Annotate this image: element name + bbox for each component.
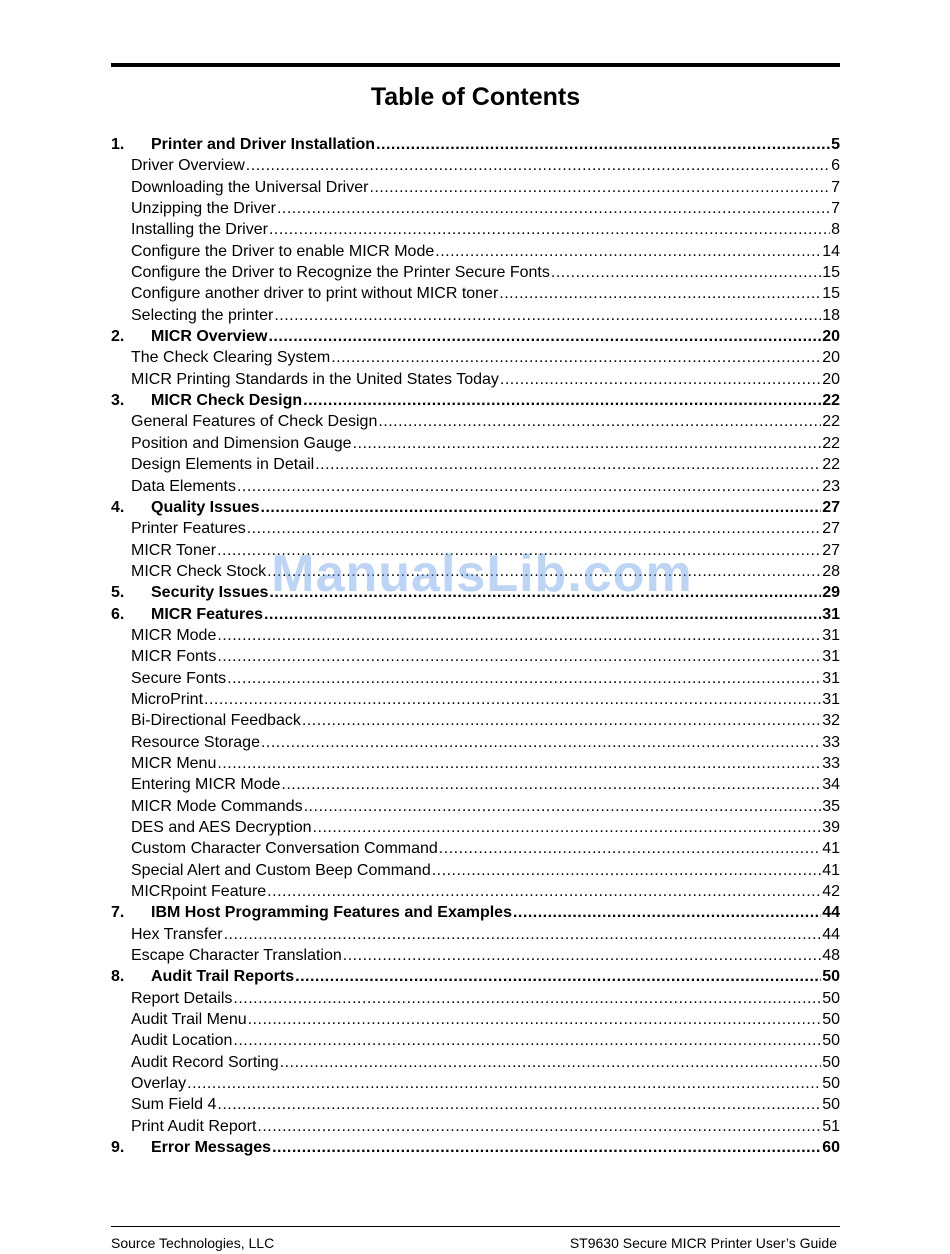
toc-chapter-entry[interactable] <box>111 902 840 923</box>
toc-section-entry[interactable] <box>111 155 840 176</box>
toc-dot-leader <box>217 625 821 646</box>
toc-page-number: 35 <box>822 797 840 815</box>
toc-page-number: 20 <box>822 349 840 367</box>
toc-entry-label: Custom Character Conversation Command <box>131 840 438 858</box>
toc-section-entry[interactable] <box>111 1030 840 1051</box>
toc-chapter-entry[interactable] <box>111 966 840 987</box>
toc-entry-label: Printer and Driver Installation <box>151 136 376 153</box>
toc-dot-leader <box>500 369 821 390</box>
toc-chapter-entry[interactable] <box>111 1137 840 1158</box>
toc-dot-leader <box>303 390 821 411</box>
toc-entry-label: MICR Mode <box>131 626 217 644</box>
toc-dot-leader <box>217 540 821 561</box>
toc-entry-label: The Check Clearing System <box>131 349 331 367</box>
toc-entry-label: IBM Host Programming Features and Examples <box>151 904 512 922</box>
toc-entry-label: General Features of Check Design <box>131 413 378 431</box>
toc-entry-label: Secure Fonts <box>131 669 227 687</box>
toc-entry-label: Security Issues <box>151 584 269 602</box>
toc-section-entry[interactable] <box>111 369 840 390</box>
toc-dot-leader <box>302 710 821 731</box>
toc-dot-leader <box>267 561 821 582</box>
toc-dot-leader <box>313 817 822 838</box>
toc-entry-label: DES and AES Decryption <box>131 819 312 836</box>
toc-dot-leader <box>261 732 821 753</box>
toc-entry-label: Design Elements in Detail <box>131 456 315 474</box>
toc-dot-leader <box>187 1073 821 1094</box>
toc-section-entry[interactable] <box>111 177 840 198</box>
footer-document-title: ST9630 Secure MICR Printer User’s Guide <box>569 1235 837 1251</box>
toc-chapter-entry[interactable] <box>111 604 840 625</box>
toc-entry-label: Audit Record Sorting <box>131 1053 279 1071</box>
toc-chapter-entry[interactable] <box>111 582 840 603</box>
toc-page-number: 42 <box>822 883 840 901</box>
toc-dot-leader <box>439 838 821 859</box>
toc-dot-leader <box>267 881 821 902</box>
toc-page-number: 8 <box>831 221 840 239</box>
toc-page-number: 32 <box>822 712 840 730</box>
toc-entry-label: Resource Storage <box>131 733 260 751</box>
toc-dot-leader <box>264 604 821 625</box>
toc-page-number: 7 <box>831 200 840 218</box>
toc-page-number: 31 <box>822 669 840 687</box>
toc-entry-label: Bi-Directional Feedback <box>131 712 301 730</box>
toc-section-entry[interactable] <box>111 347 840 368</box>
toc-section-entry[interactable] <box>111 561 840 582</box>
toc-page-number: 60 <box>822 1139 840 1157</box>
toc-dot-leader <box>331 347 821 368</box>
toc-entry-label: Audit Trail Menu <box>131 1011 247 1029</box>
toc-dot-leader <box>280 1052 822 1073</box>
toc-page-number: 50 <box>822 989 840 1007</box>
toc-dot-leader <box>247 518 821 539</box>
toc-dot-leader <box>233 988 821 1009</box>
toc-entry-label: Audit Trail Reports <box>151 968 295 986</box>
toc-chapter-number: 3. <box>111 392 125 410</box>
toc-dot-leader <box>227 668 821 689</box>
toc-dot-leader <box>315 454 821 475</box>
toc-page-number: 31 <box>822 605 840 623</box>
toc-page-number: 51 <box>822 1117 840 1135</box>
toc-dot-leader <box>248 1009 822 1030</box>
toc-page-number: 14 <box>822 242 840 260</box>
toc-section-entry[interactable] <box>111 924 840 945</box>
toc-section-entry[interactable] <box>111 454 840 475</box>
toc-section-entry[interactable] <box>111 540 840 561</box>
toc-section-entry[interactable] <box>111 1009 840 1030</box>
toc-section-entry[interactable] <box>111 518 840 539</box>
toc-entry-label: Data Elements <box>131 477 236 495</box>
toc-chapter-number: 1. <box>111 136 125 153</box>
toc-page-number: 33 <box>822 733 840 751</box>
toc-page-number: 22 <box>822 413 840 431</box>
toc-chapter-entry[interactable] <box>111 134 840 155</box>
toc-dot-leader <box>237 476 821 497</box>
toc-page-number: 33 <box>822 754 840 772</box>
toc-dot-leader <box>246 155 830 176</box>
toc-page-number: 50 <box>822 1011 840 1029</box>
toc-dot-leader <box>343 945 821 966</box>
toc-page-number: 20 <box>822 370 840 388</box>
toc-section-entry[interactable] <box>111 860 840 881</box>
toc-section-entry[interactable] <box>111 411 840 432</box>
toc-chapter-entry[interactable] <box>111 390 840 411</box>
toc-section-entry[interactable] <box>111 433 840 454</box>
toc-dot-leader <box>204 689 821 710</box>
toc-dot-leader <box>513 902 821 923</box>
footer-publisher: Source Technologies, LLC <box>111 1235 275 1251</box>
toc-page-number: 50 <box>822 968 840 986</box>
toc-chapter-number: 9. <box>111 1139 125 1157</box>
toc-chapter-number: 2. <box>111 328 125 346</box>
toc-section-entry[interactable] <box>111 646 840 667</box>
toc-page-number: 20 <box>822 328 840 346</box>
toc-dot-leader <box>269 219 830 240</box>
toc-dot-leader <box>281 774 821 795</box>
toc-section-entry[interactable] <box>111 817 840 838</box>
toc-entry-label: Entering MICR Mode <box>131 776 281 794</box>
toc-section-entry[interactable] <box>111 219 840 240</box>
toc-page-number: 27 <box>822 541 840 559</box>
toc-dot-leader <box>277 198 830 219</box>
toc-chapter-number: 8. <box>111 968 125 986</box>
toc-chapter-entry[interactable] <box>111 326 840 347</box>
toc-section-entry[interactable] <box>111 753 840 774</box>
toc-dot-leader <box>499 283 821 304</box>
toc-entry-label: MicroPrint <box>131 690 204 708</box>
toc-chapter-number: 7. <box>111 904 125 922</box>
toc-dot-leader <box>378 411 821 432</box>
toc-page-number: 29 <box>822 584 840 602</box>
toc-page-number: 27 <box>822 520 840 538</box>
toc-entry-label: MICR Overview <box>151 328 268 346</box>
toc-section-entry[interactable] <box>111 710 840 731</box>
toc-dot-leader <box>304 796 822 817</box>
toc-page-number: 15 <box>822 285 840 303</box>
toc-page-number: 6 <box>831 157 840 175</box>
table-of-contents <box>111 134 840 1159</box>
toc-section-entry[interactable] <box>111 945 840 966</box>
toc-page-number: 31 <box>822 690 840 708</box>
toc-dot-leader <box>268 326 821 347</box>
toc-entry-label: Quality Issues <box>151 498 260 516</box>
toc-dot-leader <box>432 860 821 881</box>
toc-page-number: 50 <box>822 1053 840 1071</box>
toc-entry-label: Sum Field 4 <box>131 1096 217 1114</box>
toc-dot-leader <box>376 134 830 155</box>
toc-chapter-entry[interactable] <box>111 497 840 518</box>
toc-entry-label: Unzipping the Driver <box>131 200 276 218</box>
toc-page-number: 22 <box>822 392 840 410</box>
toc-page-number: 7 <box>831 178 840 196</box>
toc-section-entry[interactable] <box>111 732 840 753</box>
toc-page-number: 27 <box>822 498 840 516</box>
toc-section-entry[interactable] <box>111 1116 840 1137</box>
toc-dot-leader <box>269 582 821 603</box>
toc-dot-leader <box>217 1094 821 1115</box>
toc-entry-label: Overlay <box>131 1075 187 1093</box>
toc-dot-leader <box>551 262 821 283</box>
toc-section-entry[interactable] <box>111 198 840 219</box>
toc-entry-label: MICR Fonts <box>131 648 217 666</box>
toc-section-entry[interactable] <box>111 774 840 795</box>
toc-dot-leader <box>224 924 822 945</box>
toc-section-entry[interactable] <box>111 625 840 646</box>
toc-section-entry[interactable] <box>111 1052 840 1073</box>
toc-entry-label: Configure the Driver to enable MICR Mode <box>131 242 435 260</box>
toc-entry-label: MICRpoint Feature <box>131 883 267 901</box>
toc-entry-label: Downloading the Universal Driver <box>131 178 369 196</box>
toc-entry-label: MICR Check Design <box>151 392 303 410</box>
toc-section-entry[interactable] <box>111 1073 840 1094</box>
toc-dot-leader <box>435 241 821 262</box>
toc-entry-label: Installing the Driver <box>131 221 268 239</box>
toc-section-entry[interactable] <box>111 881 840 902</box>
toc-chapter-number: 6. <box>111 605 125 623</box>
toc-dot-leader <box>217 753 821 774</box>
toc-chapter-number: 4. <box>111 498 125 516</box>
toc-page-number: 23 <box>822 477 840 495</box>
toc-entry-label: Special Alert and Custom Beep Command <box>131 861 431 879</box>
toc-page-number: 31 <box>822 626 840 644</box>
toc-dot-leader <box>261 497 822 518</box>
toc-page-number: 39 <box>822 819 840 836</box>
toc-entry-label: MICR Printing Standards in the United States Today <box>131 370 499 388</box>
toc-dot-leader <box>233 1030 821 1051</box>
footer-rule <box>111 1226 840 1227</box>
toc-page-number: 48 <box>822 947 840 965</box>
toc-dot-leader <box>217 646 821 667</box>
toc-chapter-number: 5. <box>111 584 125 602</box>
toc-page-number: 44 <box>822 925 840 943</box>
toc-page-number: 50 <box>822 1075 840 1093</box>
toc-dot-leader <box>272 1137 821 1158</box>
toc-section-entry[interactable] <box>111 305 840 326</box>
toc-dot-leader <box>257 1116 821 1137</box>
toc-entry-label: Print Audit Report <box>131 1117 257 1135</box>
toc-entry-label: MICR Features <box>151 605 264 623</box>
toc-section-entry[interactable] <box>111 262 840 283</box>
toc-dot-leader <box>369 177 830 198</box>
toc-section-entry[interactable] <box>111 689 840 710</box>
toc-entry-label: Configure the Driver to Recognize the Printer Secure Fonts <box>131 264 550 282</box>
toc-page-number: 41 <box>822 840 840 858</box>
toc-entry-label: MICR Mode Commands <box>131 797 303 815</box>
toc-entry-label: MICR Check Stock <box>131 562 267 580</box>
toc-page-number: 44 <box>822 904 840 922</box>
toc-section-entry[interactable] <box>111 1094 840 1115</box>
toc-page-number: 15 <box>822 264 840 282</box>
toc-page-number: 5 <box>831 136 840 153</box>
toc-page-number: 18 <box>822 306 840 324</box>
toc-entry-label: Driver Overview <box>131 157 245 175</box>
toc-dot-leader <box>274 305 821 326</box>
toc-section-entry[interactable] <box>111 668 840 689</box>
toc-entry-label: Audit Location <box>131 1032 233 1050</box>
toc-entry-label: Hex Transfer <box>131 925 223 943</box>
toc-entry-label: Printer Features <box>131 520 246 538</box>
toc-entry-label: Error Messages <box>151 1139 272 1157</box>
toc-page-number: 28 <box>822 562 840 580</box>
toc-section-entry[interactable] <box>111 988 840 1009</box>
toc-section-entry[interactable] <box>111 796 840 817</box>
toc-entry-label: MICR Toner <box>131 541 217 559</box>
toc-entry-label: Configure another driver to print without MICR toner <box>131 285 499 303</box>
toc-page-number: 34 <box>822 776 840 794</box>
toc-entry-label: Escape Character Translation <box>131 947 342 965</box>
toc-page-number: 50 <box>822 1032 840 1050</box>
toc-dot-leader <box>295 966 821 987</box>
toc-entry-label: MICR Menu <box>131 754 217 772</box>
toc-page-number: 22 <box>822 434 840 452</box>
toc-page-number: 41 <box>822 861 840 879</box>
toc-section-entry[interactable] <box>111 476 840 497</box>
toc-dot-leader <box>353 433 822 454</box>
toc-section-entry[interactable] <box>111 838 840 859</box>
toc-section-entry[interactable] <box>111 283 840 304</box>
page-title: Table of Contents <box>370 83 581 111</box>
watermark: ManualsLib.com <box>271 545 693 603</box>
toc-page-number: 31 <box>822 648 840 666</box>
toc-entry-label: Position and Dimension Gauge <box>131 434 352 452</box>
toc-entry-label: Report Details <box>131 989 233 1007</box>
toc-entry-label: Selecting the printer <box>131 306 274 324</box>
toc-section-entry[interactable] <box>111 241 840 262</box>
toc-page-number: 22 <box>822 456 840 474</box>
header-rule <box>111 63 840 67</box>
toc-page-number: 50 <box>822 1096 840 1114</box>
